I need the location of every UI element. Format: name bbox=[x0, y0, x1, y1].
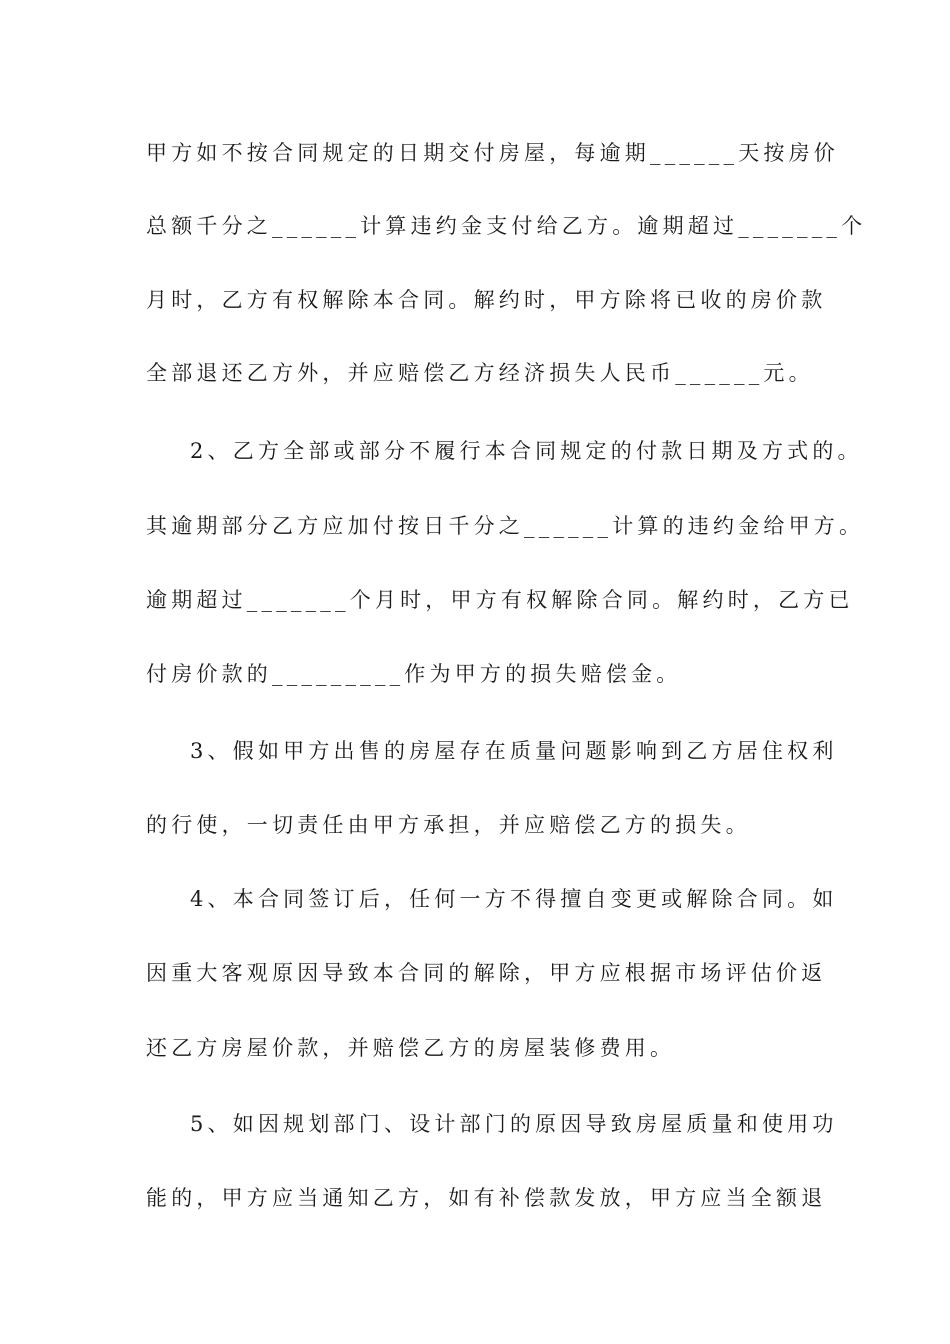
paragraph-2-line-1: 2、乙方全部或部分不履行本合同规定的付款日期及方式的。 bbox=[190, 439, 863, 463]
text-line-1: 甲方如不按合同规定的日期交付房屋，每逾期______天按房价 bbox=[146, 141, 839, 165]
text-line-10: 的行使，一切责任由甲方承担，并应赔偿乙方的损失。 bbox=[146, 813, 751, 837]
text-line-13: 还乙方房屋价款，并赔偿乙方的房屋装修费用。 bbox=[146, 1036, 676, 1060]
text-line-3: 月时，乙方有权解除本合同。解约时，甲方除将已收的房价款 bbox=[146, 288, 827, 312]
text-line-8: 付房价款的_________作为甲方的损失赔偿金。 bbox=[146, 662, 682, 686]
text-line-2: 总额千分之______计算违约金支付给乙方。逾期超过_______个 bbox=[146, 214, 867, 238]
paragraph-5-line-1: 5、如因规划部门、设计部门的原因导致房屋质量和使用功 bbox=[190, 1112, 838, 1136]
text-line-7: 逾期超过_______个月时，甲方有权解除合同。解约时，乙方已 bbox=[146, 588, 854, 612]
text-line-15: 能的，甲方应当通知乙方，如有补偿款发放，甲方应当全额退 bbox=[146, 1186, 827, 1210]
paragraph-3-line-1: 3、假如甲方出售的房屋存在质量问题影响到乙方居住权利 bbox=[190, 739, 838, 763]
paragraph-4-line-1: 4、本合同签订后，任何一方不得擅自变更或解除合同。如 bbox=[190, 887, 838, 911]
text-line-6: 其逾期部分乙方应加付按日千分之______计算的违约金给甲方。 bbox=[146, 514, 865, 538]
text-line-4: 全部退还乙方外，并应赔偿乙方经济损失人民币______元。 bbox=[146, 361, 814, 385]
text-line-12: 因重大客观原因导致本合同的解除，甲方应根据市场评估价返 bbox=[146, 961, 827, 985]
